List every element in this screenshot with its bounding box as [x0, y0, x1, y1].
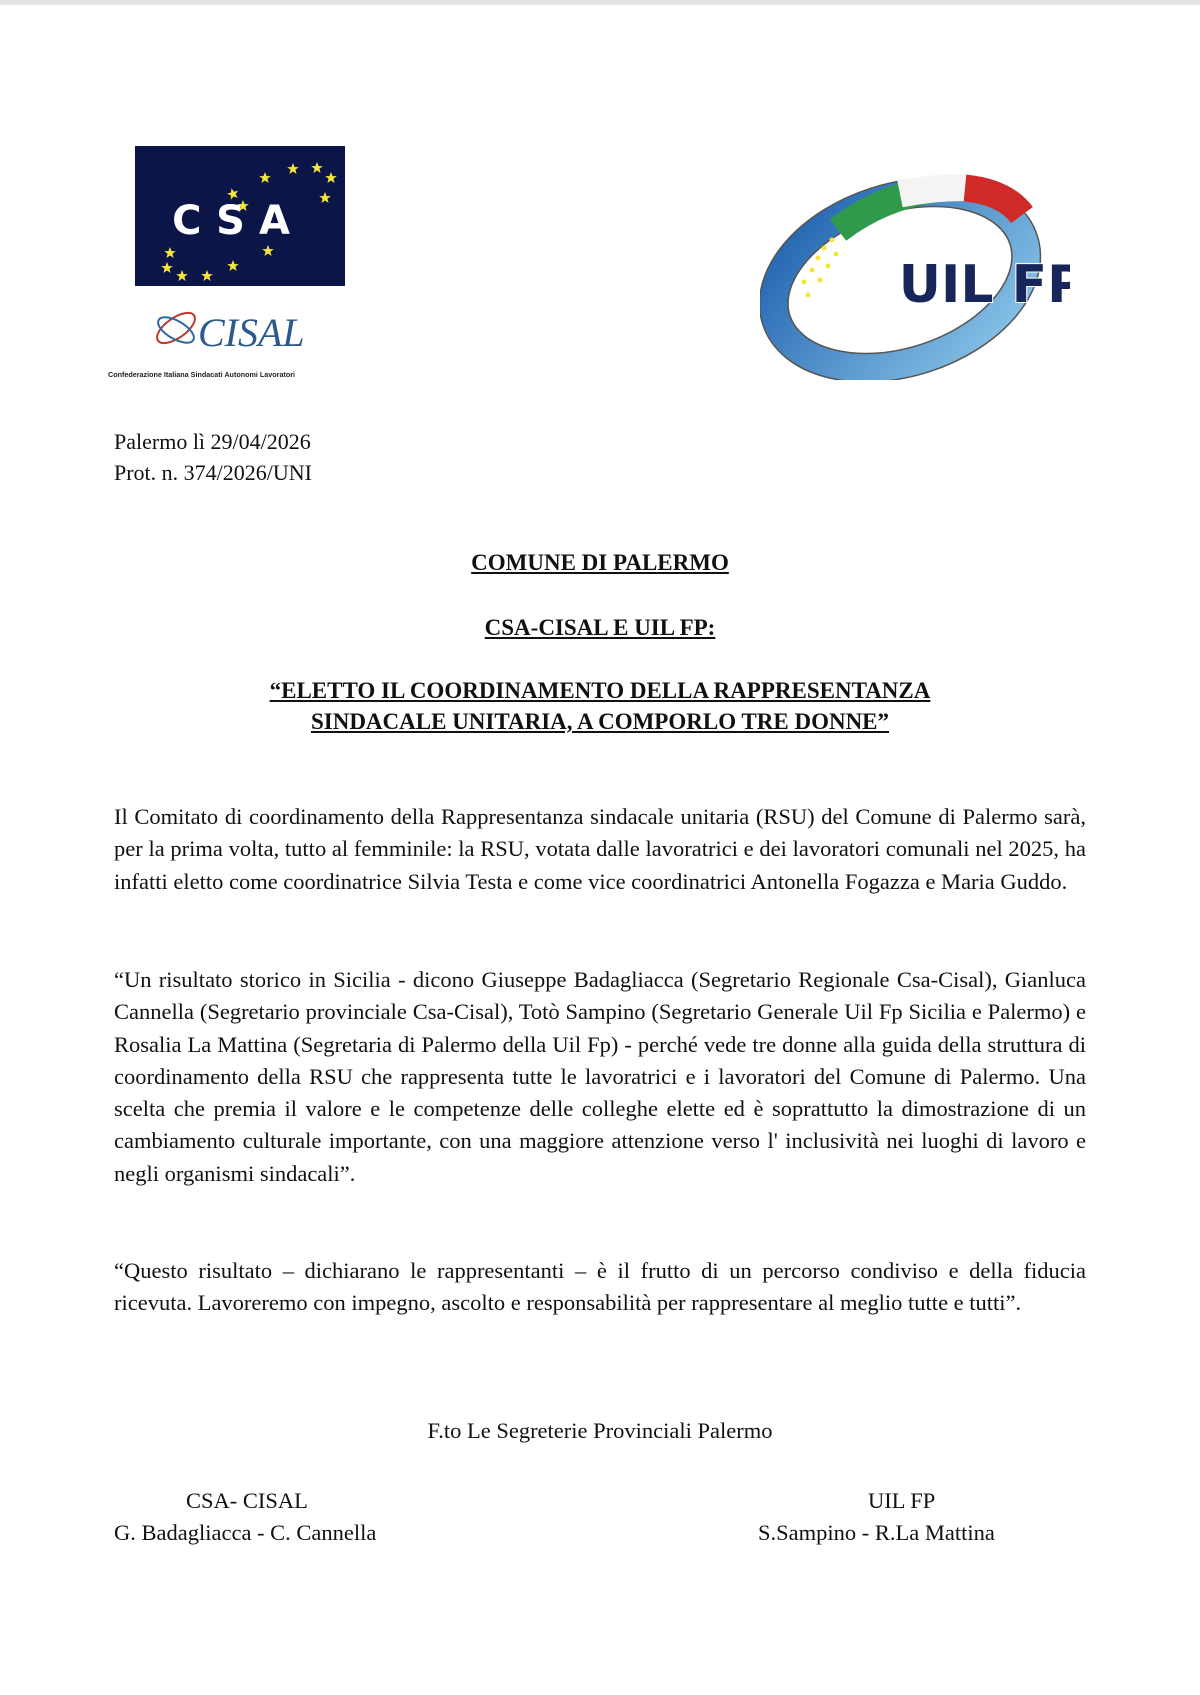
signature-names: G. Badagliacca - C. Cannella — [114, 1520, 377, 1545]
signature-names: S.Sampino - R.La Mattina — [758, 1520, 995, 1545]
paragraph-text: Il Comitato di coordinamento della Rappresentanza sindacale unitaria (RSU) del Comune di Palermo sarà, per la prima volta, tutto al femminile: la RSU, votata dalle lavoratrici e dei lavoratori comunali nel 2025, ha infatti eletto come coordinatrice Silvia Testa e come vice coordinatrici Antonella Fogazza e Maria Guddo. — [114, 804, 1086, 894]
signature-org: CSA- CISAL — [186, 1488, 308, 1513]
body-paragraph-2 — [114, 964, 1086, 1190]
title-headline — [0, 675, 1200, 737]
title-comune: COMUNE DI PALERMO — [471, 550, 729, 575]
cisal-logo — [150, 296, 340, 360]
cisal-logo-text: CISAL — [198, 310, 305, 355]
paragraph-text: “Questo risultato – dichiarano le rappresentanti – è il frutto di un percorso condiviso e della fiducia ricevuta. Lavoreremo con impegno, ascolto e responsabilità per rappresentare al meglio tutte e tutti”. — [114, 1258, 1086, 1316]
cisal-swirl-icon — [152, 307, 200, 349]
title-headline-line1: “ELETTO IL COORDINAMENTO DELLA RAPPRESENTANZA — [269, 678, 931, 703]
signature-uilfp — [758, 1485, 1058, 1549]
title-unions: CSA-CISAL E UIL FP: — [484, 615, 716, 640]
protocol-number: Prot. n. 374/2026/UNI — [114, 460, 312, 485]
signature-csa-cisal — [114, 1485, 376, 1549]
signature-org: UIL FP — [868, 1488, 936, 1513]
csa-flag-graphic — [135, 146, 345, 286]
cisal-subtitle: Confederazione Italiana Sindacati Autonomi Lavoratori — [108, 370, 296, 379]
uilfp-logo-text: UIL FP — [898, 255, 1070, 315]
document-meta — [114, 426, 312, 488]
body-paragraph-3 — [114, 1255, 1086, 1320]
signature-heading: F.to Le Segreterie Provinciali Palermo — [427, 1418, 773, 1443]
body-paragraph-1 — [114, 801, 1086, 898]
csa-logo-text: CSA — [172, 198, 304, 244]
csa-logo — [135, 146, 345, 286]
place-date: Palermo lì 29/04/2026 — [114, 429, 311, 454]
top-bar — [0, 0, 1200, 5]
uilfp-logo — [760, 170, 1070, 380]
title-headline-line2: SINDACALE UNITARIA, A COMPORLO TRE DONNE” — [310, 709, 890, 734]
paragraph-text: “Un risultato storico in Sicilia - dicono Giuseppe Badagliacca (Segretario Regionale Csa-Cisal), Gianluca Cannella (Segretario provinciale Csa-Cisal), Totò Sampino (Segretario Generale Uil Fp Sicilia e Palermo) e Rosalia La Mattina (Segretaria di Palermo della Uil Fp) - perché vede tre donne alla guida della struttura di coordinamento della RSU che rappresenta tutte le lavoratrici e i lavoratori del Comune di Palermo. Una scelta che premia il valore e le competenze delle colleghe elette ed è soprattutto la dimostrazione di un cambiamento culturale importante, con una maggiore attenzione verso l' inclusività nei luoghi di lavoro e negli organismi sindacali”. — [114, 967, 1086, 1186]
